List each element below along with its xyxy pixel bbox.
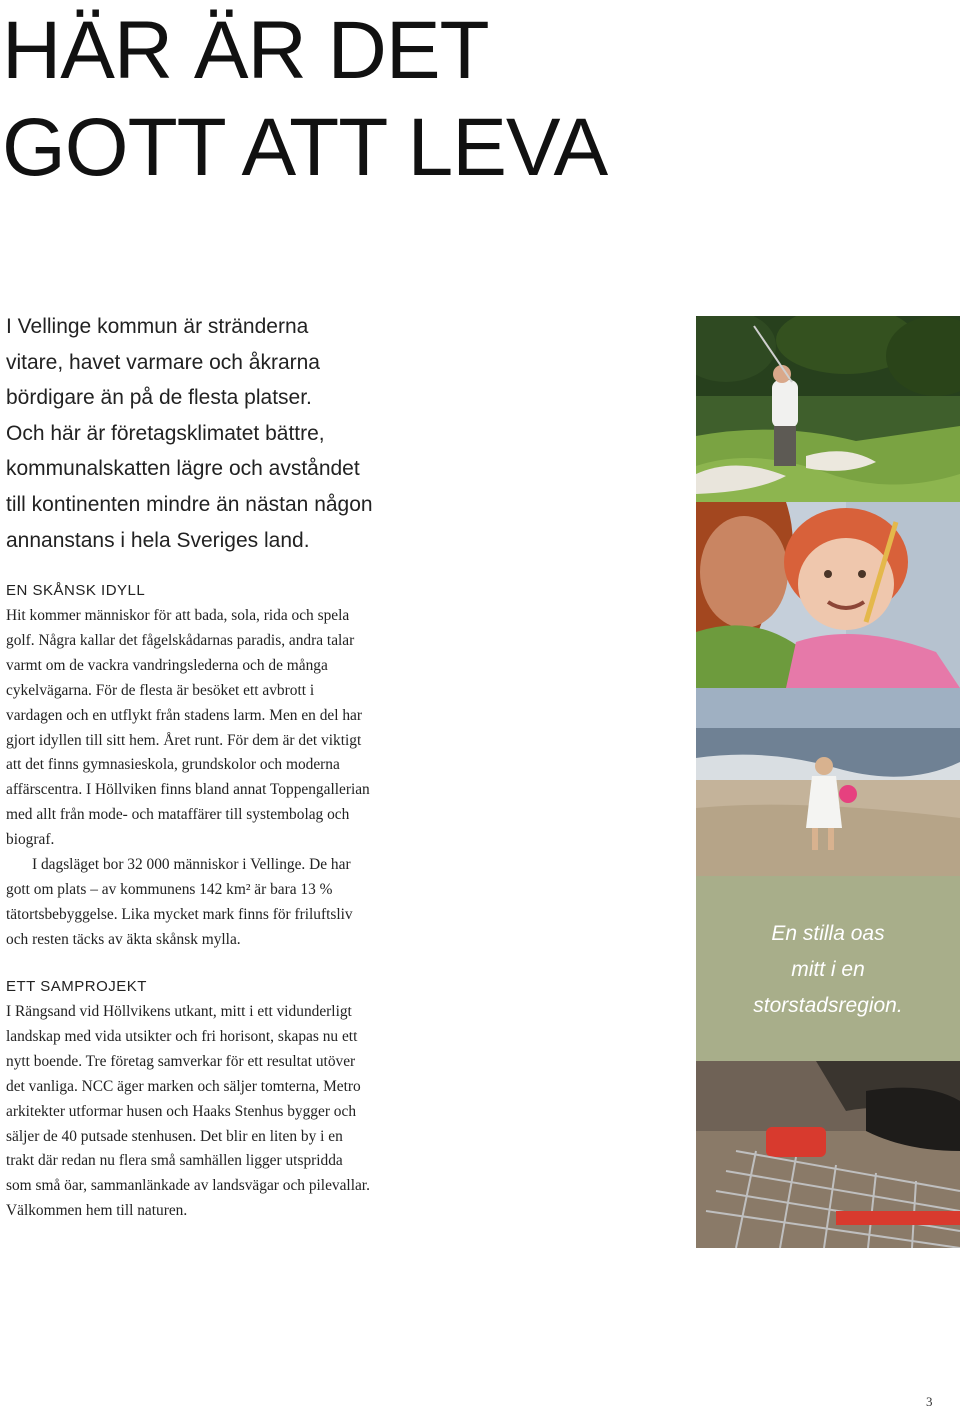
- shopping-cart-photo: [696, 1061, 960, 1248]
- body-line: tätortsbebyggelse. Lika mycket mark finns för friluftsliv: [6, 905, 353, 923]
- section-body-samprojekt: [6, 1000, 426, 1224]
- body-line: I dagsläget bor 32 000 människor i Vellinge. De har: [32, 856, 351, 874]
- quote-line: storstadsregion.: [753, 994, 903, 1017]
- beach-photo: [696, 688, 960, 876]
- intro-line: bördigare än på de flesta platser.: [6, 386, 312, 410]
- body-line: landskap med vida utsikter och fri horisont, skapas nu ett: [6, 1027, 358, 1045]
- pull-quote: [696, 916, 960, 1024]
- body-line: gjort idyllen till sitt hem. Året runt. För dem är det viktigt: [6, 731, 362, 749]
- body-line: att det finns gymnasieskola, grundskolor och moderna: [6, 756, 340, 774]
- body-line: golf. Några kallar det fågelskådarnas paradis, andra talar: [6, 631, 355, 649]
- body-line: gott om plats – av kommunens 142 km² är bara 13 %: [6, 880, 333, 898]
- body-line: arkitekter utformar husen och Haaks Stenhus bygger och: [6, 1102, 357, 1120]
- quote-line: mitt i en: [791, 958, 865, 981]
- body-line: säljer de 40 putsade stenhusen. Det blir en liten by i en: [6, 1127, 343, 1145]
- body-line: och resten täcks av äkta skånsk mylla.: [6, 930, 241, 948]
- body-line: trakt där redan nu flera små samhällen ligger utspridda: [6, 1152, 343, 1170]
- page-number: 3: [926, 1394, 933, 1409]
- title-line-2: GOTT ATT LEVA: [2, 102, 608, 193]
- body-line: affärscentra. I Höllviken finns bland annat Toppengallerian: [6, 781, 370, 799]
- section-heading-samprojekt: ETT SAMPROJEKT: [6, 978, 147, 995]
- body-line: Hit kommer människor för att bada, sola, rida och spela: [6, 607, 350, 624]
- body-line: Välkommen hem till naturen.: [6, 1202, 188, 1220]
- body-line: det vanliga. NCC äger marken och säljer tomterna, Metro: [6, 1077, 361, 1095]
- body-line: som små öar, sammanlänkade av landsvägar och pilevallar.: [6, 1177, 370, 1195]
- body-line: varmt om de vackra vandringslederna och de många: [6, 656, 328, 674]
- section-heading-idyll: EN SKÅNSK IDYLL: [6, 582, 146, 599]
- body-line: med allt från mode- och mataffärer till systembolag och: [6, 806, 350, 824]
- golf-photo: [696, 316, 960, 502]
- intro-line: till kontinenten mindre än nästan någon: [6, 492, 373, 516]
- page-title: [2, 2, 607, 196]
- body-line: vardagen och en utflykt från stadens larm. Men en del har: [6, 706, 362, 724]
- intro-paragraph: [6, 309, 426, 558]
- body-line: nytt boende. Tre företag samverkar för ett resultat utöver: [6, 1052, 356, 1070]
- quote-box: [696, 876, 960, 1061]
- body-line: biograf.: [6, 831, 55, 849]
- intro-line: annanstans i hela Sveriges land.: [6, 528, 310, 552]
- body-line: I Rängsand vid Höllvikens utkant, mitt i ett vidunderligt: [6, 1003, 352, 1020]
- child-photo: [696, 502, 960, 688]
- intro-line: Och här är företagsklimatet bättre,: [6, 421, 325, 445]
- quote-line: En stilla oas: [771, 922, 885, 945]
- intro-line: kommunalskatten lägre och avståndet: [6, 457, 360, 481]
- title-line-1: HÄR ÄR DET: [2, 5, 489, 96]
- body-line: cykelvägarna. För de flesta är besöket ett avbrott i: [6, 681, 315, 699]
- intro-line: vitare, havet varmare och åkrarna: [6, 350, 320, 374]
- intro-line: I Vellinge kommun är stränderna: [6, 315, 309, 338]
- section-body-idyll: [6, 604, 426, 953]
